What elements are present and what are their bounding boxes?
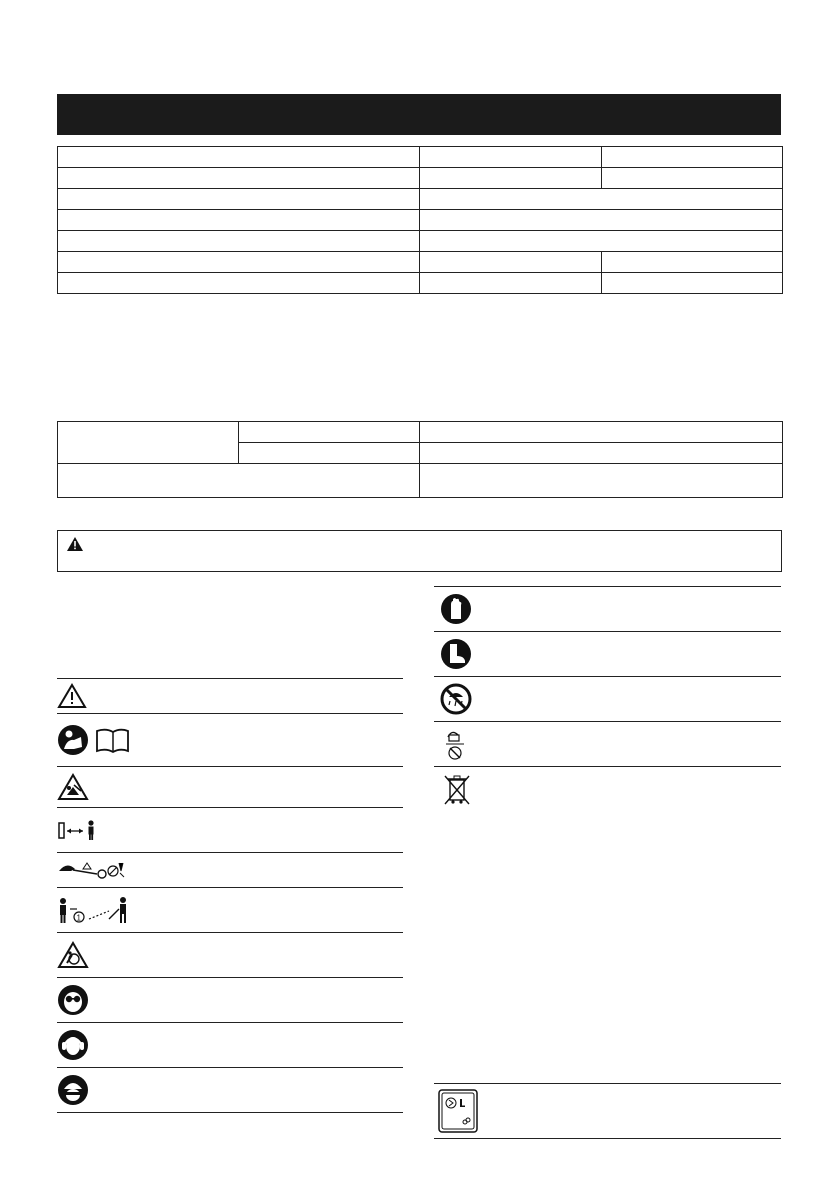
spec-label <box>58 147 420 168</box>
section-title <box>57 106 65 123</box>
spec-value <box>420 231 783 252</box>
ear-protection-icon <box>57 1029 89 1061</box>
keep-distance-icon <box>57 819 99 841</box>
spec-value <box>602 252 783 273</box>
gloves-protection-icon <box>440 593 472 625</box>
list-item <box>434 722 781 767</box>
rotating-blade-icon <box>57 941 89 969</box>
list-item <box>57 714 403 767</box>
list-item <box>434 677 781 722</box>
spec-value <box>420 147 602 168</box>
list-item <box>434 1084 781 1139</box>
spec-label <box>58 252 420 273</box>
eye-protection-icon <box>57 984 89 1016</box>
spec-value <box>420 210 783 231</box>
vib-label <box>58 464 420 498</box>
list-item <box>57 1068 403 1113</box>
warning-box <box>57 530 782 572</box>
right-symbol-list <box>434 586 781 1084</box>
vib-value <box>420 443 783 464</box>
table-row <box>58 422 783 443</box>
spec-label <box>58 210 420 231</box>
noise-label-list <box>434 1083 781 1139</box>
specifications-table <box>57 146 783 294</box>
no-contact-icon <box>444 727 466 761</box>
section-title-bar <box>57 94 781 135</box>
list-item <box>57 978 403 1023</box>
boots-protection-icon <box>440 638 472 670</box>
spec-value <box>602 168 783 189</box>
list-item <box>57 853 403 888</box>
vib-label <box>58 422 239 464</box>
list-item <box>57 1023 403 1068</box>
spec-value <box>420 189 783 210</box>
table-row <box>58 231 783 252</box>
vib-sublabel <box>239 443 420 464</box>
helmet-protection-icon <box>57 1074 89 1106</box>
list-item <box>57 933 403 978</box>
spec-label <box>58 189 420 210</box>
spec-value <box>420 168 602 189</box>
list-item <box>434 767 781 1084</box>
thrown-objects-icon <box>57 859 127 881</box>
vib-sublabel <box>239 422 420 443</box>
noise-level-label-icon <box>438 1089 478 1133</box>
vib-value <box>420 464 783 498</box>
spec-label <box>58 231 420 252</box>
table-row <box>58 210 783 231</box>
list-item <box>57 888 403 933</box>
crossed-bin-icon <box>442 773 472 807</box>
vib-value <box>420 422 783 443</box>
spec-value <box>420 273 602 294</box>
no-rain-icon <box>440 683 472 715</box>
bystander-distance-icon <box>57 895 137 925</box>
spec-label <box>58 273 420 294</box>
list-item <box>57 808 403 853</box>
svg-text:1: 1 <box>76 913 81 923</box>
table-row <box>58 252 783 273</box>
list-item <box>57 679 403 714</box>
table-row <box>58 168 783 189</box>
flying-objects-icon <box>57 773 89 801</box>
table-row <box>58 189 783 210</box>
left-symbol-list <box>57 678 403 1113</box>
spec-value <box>602 273 783 294</box>
list-item <box>434 587 781 632</box>
spec-value <box>420 252 602 273</box>
warning-triangle-icon <box>57 683 87 709</box>
spec-value <box>602 147 783 168</box>
table-row <box>58 147 783 168</box>
read-manual-icon <box>57 723 129 757</box>
table-row <box>58 464 783 498</box>
list-item <box>434 632 781 677</box>
spec-label <box>58 168 420 189</box>
list-item <box>57 767 403 808</box>
warning-triangle-icon <box>66 536 84 552</box>
table-row <box>58 273 783 294</box>
vibration-table <box>57 421 783 498</box>
